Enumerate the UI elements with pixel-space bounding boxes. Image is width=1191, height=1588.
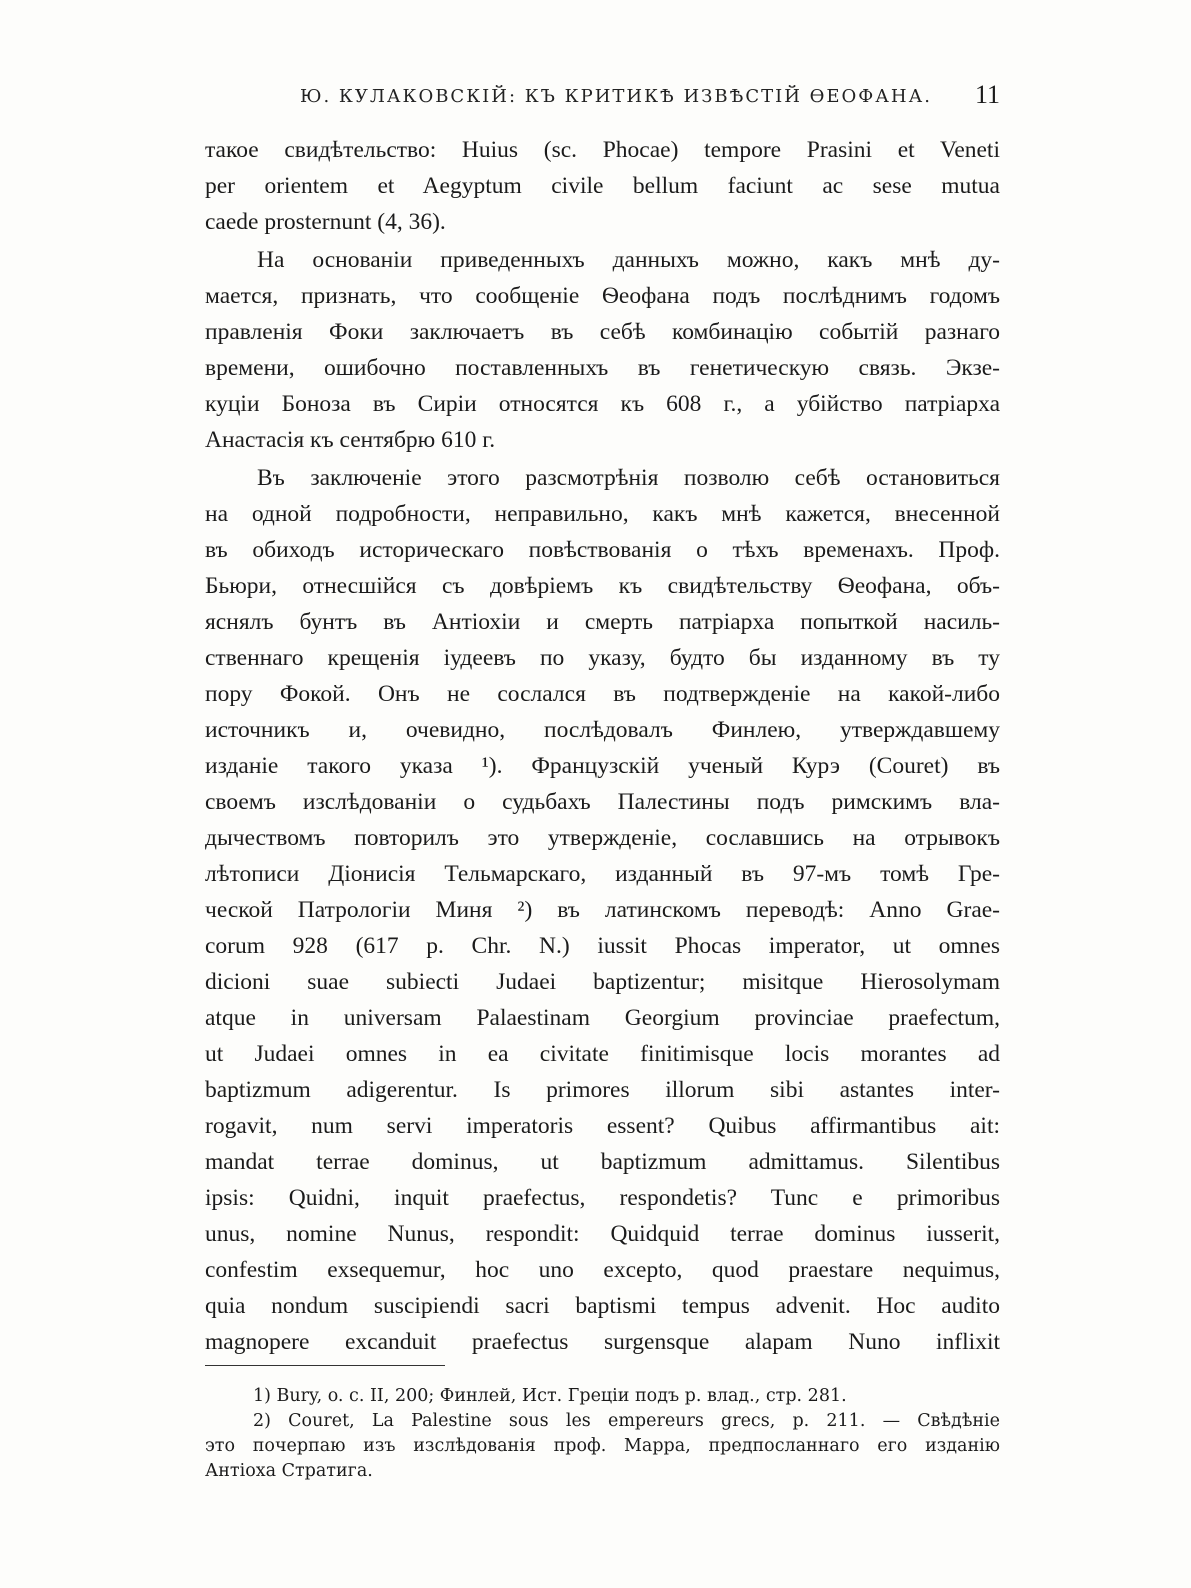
body-text <box>205 132 1000 1360</box>
text-line: на одной подробности, неправильно, какъ мнѣ кажется, внесенной <box>205 501 1000 527</box>
text-line: corum 928 (617 p. Chr. N.) iussit Phocas imperator, ut omnes <box>205 933 1000 959</box>
text-line: пору Фокой. Онъ не сослался въ подтвержденіе на какой-либо <box>205 681 1000 707</box>
text-line: baptizmum adigerentur. Is primores illorum sibi astantes inter- <box>205 1077 1000 1103</box>
text-line: ческой Патрологіи Миня ²) въ латинскомъ переводѣ: Anno Grae- <box>205 897 1000 923</box>
footnotes <box>205 1384 1000 1484</box>
footnote-1: 1) Bury, o. c. II, 200; Финлей, Ист. Греціи подъ р. влад., стр. 281. <box>253 1386 847 1406</box>
text-line: На основаніи приведенныхъ данныхъ можно, какъ мнѣ ду- <box>257 247 1000 273</box>
text-line: magnopere excanduit praefectus surgensque alapam Nuno inflixit <box>205 1329 1000 1355</box>
text-line: atque in universam Palaestinam Georgium provinciae praefectum, <box>205 1005 1000 1031</box>
text-line: Анастасія къ сентябрю 610 г. <box>205 427 496 453</box>
running-head: Ю. КУЛАКОВСКІЙ: КЪ КРИТИКѢ ИЗВѢСТІЙ ѲЕОФАНА. <box>300 86 932 107</box>
text-line: Въ заключеніе этого разсмотрѣнія позволю себѣ остановиться <box>257 465 1000 491</box>
text-line: въ обиходъ историческаго повѣствованія о тѣхъ временахъ. Проф. <box>205 537 1000 563</box>
text-line: источникъ и, очевидно, послѣдовалъ Финлею, утверждавшему <box>205 717 1000 743</box>
footnote-2-continued: это почерпаю изъ изслѣдованія проф. Марра, предпосланнаго его изданію <box>205 1436 1000 1456</box>
text-line: ipsis: Quidni, inquit praefectus, respondetis? Tunc e primoribus <box>205 1185 1000 1211</box>
page-number: 11 <box>974 80 1000 109</box>
text-line: яснялъ бунтъ въ Антіохіи и смерть патріарха попыткой насиль- <box>205 609 1000 635</box>
footnote-2-end: Антіоха Стратига. <box>205 1461 373 1481</box>
footnote-2: 2) Couret, La Palestine sous les empereurs grecs, p. 211. — Свѣдѣніе <box>253 1411 1000 1431</box>
text-line: своемъ изслѣдованіи о судьбахъ Палестины подъ римскимъ вла- <box>205 789 1000 815</box>
text-line: rogavit, num servi imperatoris essent? Quibus affirmantibus ait: <box>205 1113 1000 1139</box>
text-line: Бьюри, отнесшійся съ довѣріемъ къ свидѣтельству Ѳеофана, объ- <box>205 573 1000 599</box>
text-line: такое свидѣтельство: Huius (sc. Phocae) tempore Prasini et Veneti <box>205 137 1000 163</box>
paragraph <box>205 242 1000 458</box>
footnote-divider <box>205 1365 445 1366</box>
text-line: времени, ошибочно поставленныхъ въ генетическую связь. Экзе- <box>205 355 1000 381</box>
text-line: дычествомъ повторилъ это утвержденіе, сославшись на отрывокъ <box>205 825 1000 851</box>
text-line: mandat terrae dominus, ut baptizmum admittamus. Silentibus <box>205 1149 1000 1175</box>
page-header <box>205 80 1000 114</box>
text-line: ственнаго крещенія іудеевъ по указу, будто бы изданному въ ту <box>205 645 1000 671</box>
text-line: dicioni suae subiecti Judaei baptizentur; misitque Hierosolymam <box>205 969 1000 995</box>
text-line: лѣтописи Діонисія Тельмарскаго, изданный въ 97-мъ томѣ Гре- <box>205 861 1000 887</box>
text-line: ut Judaei omnes in ea civitate finitimisque locis morantes ad <box>205 1041 1000 1067</box>
paragraph <box>205 132 1000 240</box>
text-line: confestim exsequemur, hoc uno excepto, quod praestare nequimus, <box>205 1257 1000 1283</box>
paragraph <box>205 460 1000 1360</box>
text-line: правленія Фоки заключаетъ въ себѣ комбинацію событій разнаго <box>205 319 1000 345</box>
text-line: изданіе такого указа ¹). Французскій ученый Курэ (Couret) въ <box>205 753 1000 779</box>
text-line: мается, признать, что сообщеніе Ѳеофана подъ послѣднимъ годомъ <box>205 283 1000 309</box>
text-line: unus, nomine Nunus, respondit: Quidquid terrae dominus iusserit, <box>205 1221 1000 1247</box>
text-line: quia nondum suscipiendi sacri baptismi tempus advenit. Hoc audito <box>205 1293 1000 1319</box>
text-line: caede prosternunt (4, 36). <box>205 209 446 235</box>
text-line: куціи Боноза въ Сиріи относятся къ 608 г., а убійство патріарха <box>205 391 1000 417</box>
text-line: per orientem et Aegyptum civile bellum faciunt ac sese mutua <box>205 173 1000 199</box>
